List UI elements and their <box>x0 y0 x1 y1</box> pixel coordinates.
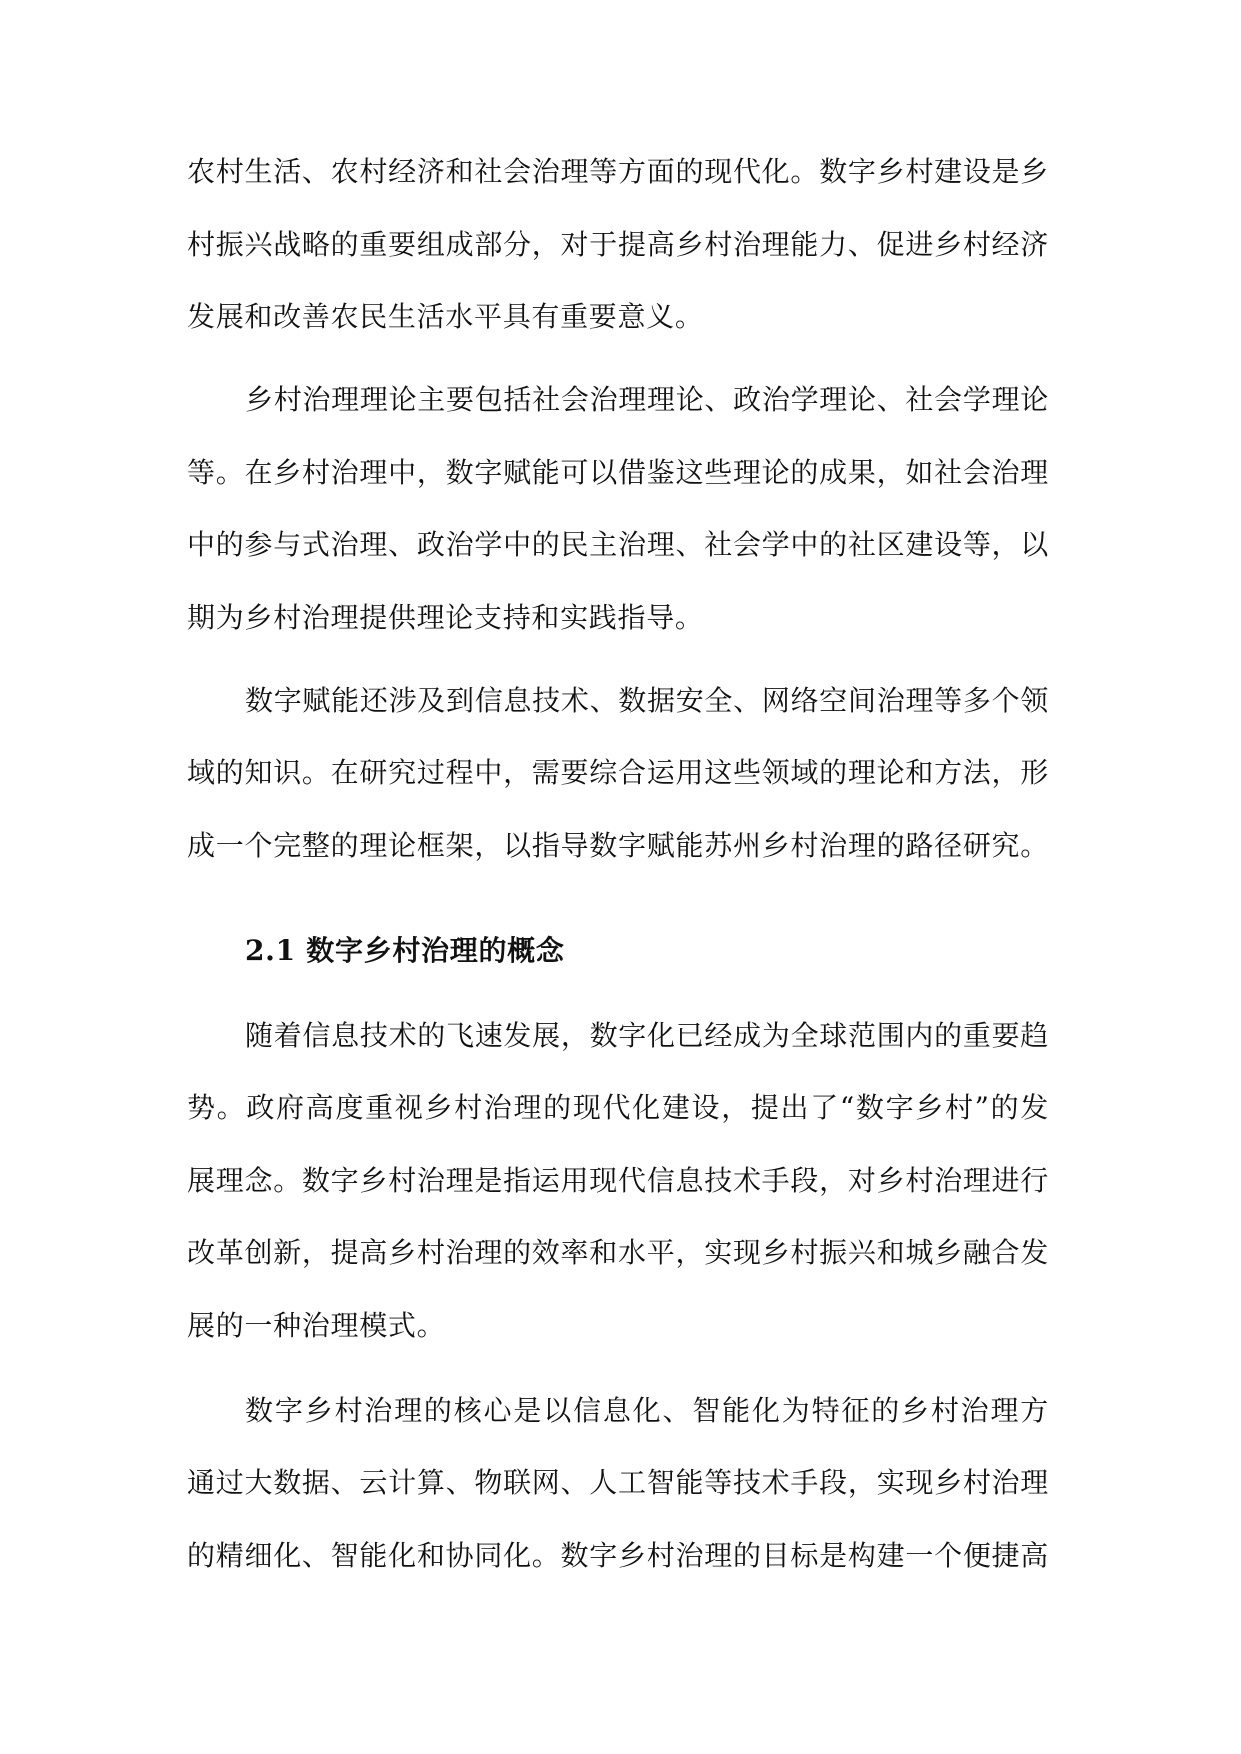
section-heading: 2.1 数字乡村治理的概念 <box>245 933 565 967</box>
text-line: 数字乡村治理的核心是以信息化、智能化为特征的乡村治理方 <box>245 1393 1049 1427</box>
text-line: 乡村治理理论主要包括社会治理理论、政治学理论、社会学理论 <box>245 383 1049 416</box>
text-line: 展理念。数字乡村治理是指运用现代信息技术手段，对乡村治理进行 <box>187 1163 1049 1197</box>
text-line: 村振兴战略的重要组成部分，对于提高乡村治理能力、促进乡村经济 <box>187 227 1049 261</box>
paragraph-1 <box>187 136 1049 354</box>
body-text <box>187 136 1049 1592</box>
paragraph-3 <box>187 665 1049 883</box>
text-line: 的精细化、智能化和协同化。数字乡村治理的目标是构建一个便捷高 <box>187 1538 1049 1572</box>
text-line: 数字赋能还涉及到信息技术、数据安全、网络空间治理等多个领 <box>245 683 1049 717</box>
text-line: 域的知识。在研究过程中，需要综合运用这些领域的理论和方法，形 <box>187 756 1049 789</box>
text-line: 成一个完整的理论框架，以指导数字赋能苏州乡村治理的路径研究。 <box>187 828 1049 862</box>
text-line: 势。政府高度重视乡村治理的现代化建设，提出了“数字乡村”的发 <box>187 1091 1049 1124</box>
text-line: 期为乡村治理提供理论支持和实践指导。 <box>187 600 704 634</box>
paragraph-2 <box>187 364 1049 654</box>
text-line: 通过大数据、云计算、物联网、人工智能等技术手段，实现乡村治理 <box>187 1466 1049 1499</box>
text-line: 中的参与式治理、政治学中的民主治理、社会学中的社区建设等，以 <box>187 528 1049 561</box>
text-line: 发展和改善农民生活水平具有重要意义。 <box>187 300 704 333</box>
text-line: 等。在乡村治理中，数字赋能可以借鉴这些理论的成果，如社会治理 <box>187 455 1049 489</box>
text-line: 展的一种治理模式。 <box>187 1308 446 1342</box>
text-line: 随着信息技术的飞速发展，数字化已经成为全球范围内的重要趋 <box>245 1018 1049 1052</box>
paragraph-5 <box>187 1375 1049 1593</box>
text-line: 农村生活、农村经济和社会治理等方面的现代化。数字乡村建设是乡 <box>187 155 1049 188</box>
paragraph-4 <box>187 1000 1049 1363</box>
text-line: 改革创新，提高乡村治理的效率和水平，实现乡村振兴和城乡融合发 <box>187 1236 1049 1269</box>
